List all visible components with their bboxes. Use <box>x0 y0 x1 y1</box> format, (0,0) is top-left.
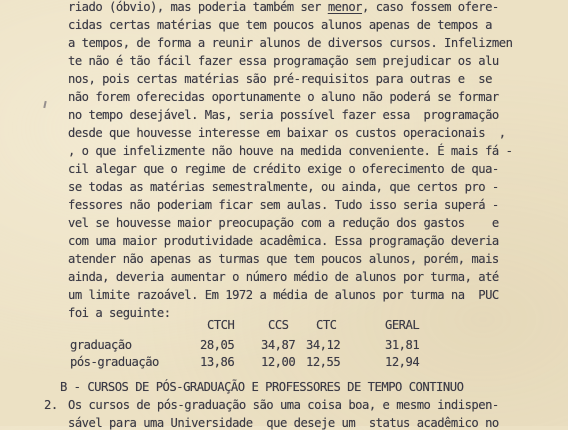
table-row-label: graduação <box>70 338 132 352</box>
table-header-ccs: CCS <box>268 318 289 332</box>
text-line-3: a tempos, de forma a reunir alunos de diversos cursos. Infelizmen <box>68 36 513 50</box>
list-item-line-2: sável para uma Universidade que deseje um status acadêmico no <box>68 416 499 430</box>
text-line-10: cil alegar que o regime de crédito exige o oferecimento de qua- <box>68 162 499 176</box>
text-line-7: no tempo desejável. Mas, seria possível fazer essa programação <box>68 108 499 122</box>
text-line-1 <box>68 0 499 14</box>
table-cell: 12,55 <box>306 355 341 369</box>
text-line-13: vel se houvesse maior preocupação com a redução dos gastos e <box>68 216 499 230</box>
margin-tick-mark <box>43 101 46 108</box>
underlined-word: menor <box>327 0 363 14</box>
text-line-17: um limite razoável. Em 1972 a média de alunos por turma na PUC <box>68 288 499 302</box>
table-cell: 31,81 <box>385 338 420 352</box>
table-row-label: pós-graduação <box>70 355 159 369</box>
text-line-6: não forem oferecidas oportunamente o aluno não poderá se formar <box>68 90 499 104</box>
text-line-18: foi a seguinte: <box>68 306 171 320</box>
text-line-15: atender não apenas as turmas que tem poucos alunos, porém, mais <box>68 252 499 266</box>
text-line-14: com uma maior produtividade acadêmica. Essa programação deveria <box>68 234 499 248</box>
text-line-8: desde que houvesse interesse em baixar os custos operacionais , <box>68 126 506 140</box>
table-cell: 34,87 <box>261 338 296 352</box>
text-segment: , caso fossem ofere- <box>362 0 499 14</box>
table-header-ctch: CTCH <box>207 318 235 332</box>
table-header-geral: GERAL <box>385 318 420 332</box>
text-line-12: fessores não poderiam ficar sem aulas. Tudo isso seria superá - <box>68 198 499 212</box>
table-header-ctc: CTC <box>316 318 337 332</box>
text-line-5: nos, pois certas matérias são pré-requisitos para outras e se <box>68 72 492 86</box>
table-cell: 13,86 <box>200 355 235 369</box>
text-line-16: ainda, deveria aumentar o número médio de alunos por turma, até <box>68 270 499 284</box>
list-item-line-1: Os cursos de pós-graduação são uma coisa boa, e mesmo indispen- <box>68 398 499 412</box>
table-cell: 28,05 <box>200 338 235 352</box>
table-cell: 12,00 <box>261 355 296 369</box>
table-cell: 12,94 <box>385 355 420 369</box>
section-heading: B - CURSOS DE PÓS-GRADUAÇÃO E PROFESSORES DE TEMPO CONTINUO <box>60 380 464 394</box>
text-line-9: , o que infelizmente não houve na medida conveniente. É mais fá - <box>68 144 513 158</box>
text-segment: riado (óbvio), mas poderia também ser <box>68 0 328 14</box>
list-item-number: 2. <box>44 398 58 412</box>
text-line-2: cidas certas matérias que tem poucos alunos apenas de tempos a <box>68 18 492 32</box>
text-line-11: se todas as matérias semestralmente, ou ainda, que certos pro - <box>68 180 499 194</box>
text-line-4: te não é tão fácil fazer essa programação sem prejudicar os alu <box>68 54 499 68</box>
table-cell: 34,12 <box>306 338 341 352</box>
